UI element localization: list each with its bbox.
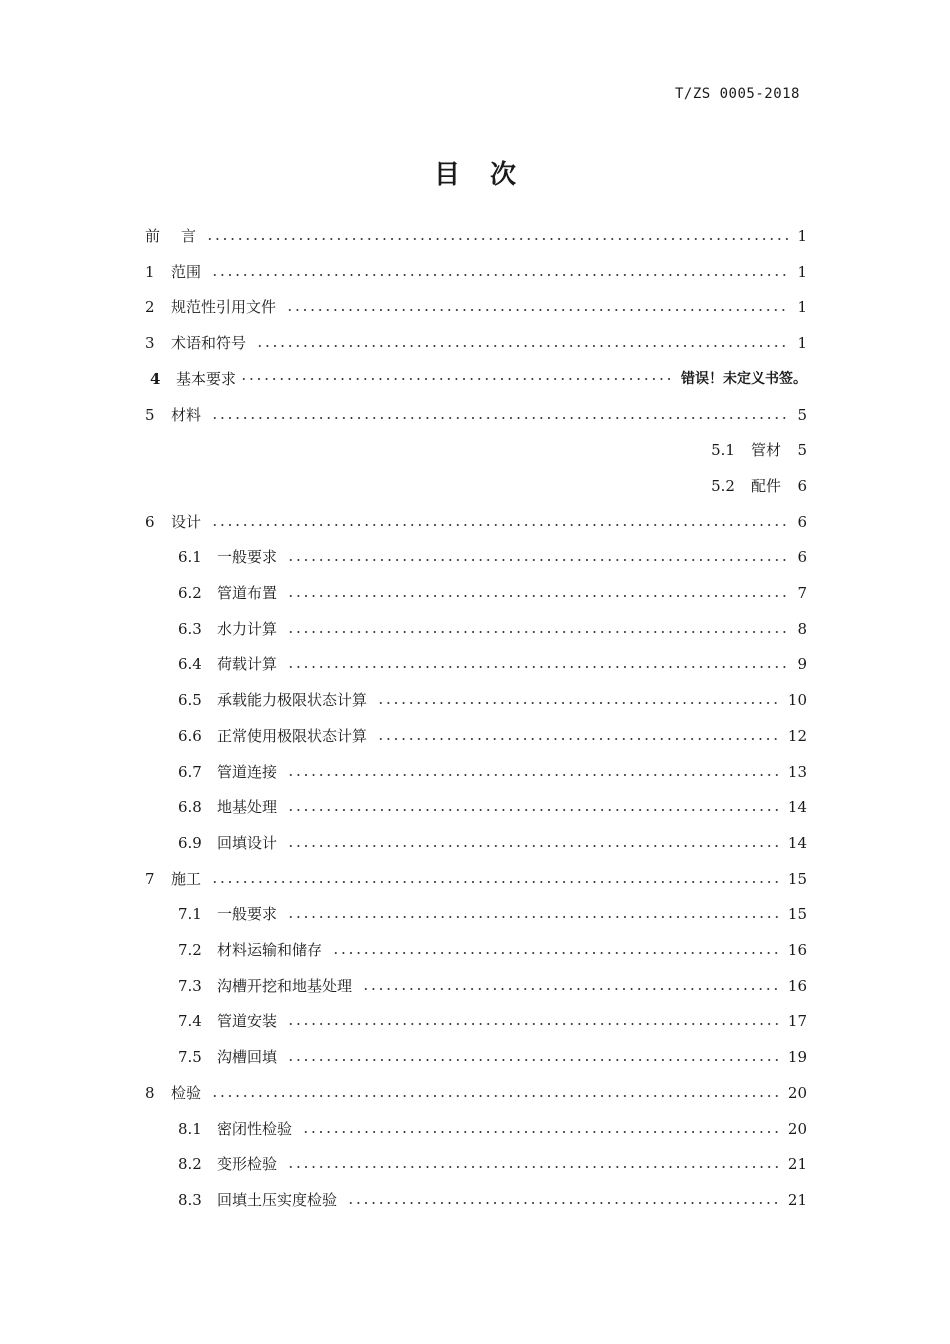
toc-leader <box>287 774 782 776</box>
toc-leader <box>347 1202 782 1204</box>
toc-entry-foreword[interactable] <box>145 218 807 254</box>
toc-entry-6-2[interactable] <box>178 575 807 611</box>
toc-page: 7 <box>797 584 807 602</box>
toc-page: 5 <box>797 405 807 424</box>
toc-entry-4[interactable] <box>150 361 807 397</box>
toc-label: 范围 <box>171 262 202 281</box>
toc-leader <box>287 559 789 561</box>
toc-leader <box>287 1059 782 1061</box>
toc-number: 8.1 <box>178 1119 202 1138</box>
title-char-1: 目 <box>433 160 460 190</box>
toc-page: 1 <box>797 227 807 245</box>
toc-number: 4 <box>150 369 161 388</box>
toc-label: 正常使用极限状态计算 <box>217 726 368 745</box>
toc-entry-7-2[interactable] <box>178 932 807 968</box>
toc-leader <box>211 1095 782 1097</box>
toc-number: 1 <box>145 262 155 281</box>
toc-entry-2[interactable] <box>145 289 807 325</box>
toc-page: 16 <box>787 941 807 959</box>
toc-page: 15 <box>787 869 807 888</box>
toc-number: 7.5 <box>178 1048 202 1067</box>
toc-label: 材料运输和储存 <box>217 941 323 959</box>
toc-page: 20 <box>787 1083 807 1102</box>
toc-page: 6 <box>797 512 807 531</box>
toc-page: 9 <box>797 655 807 674</box>
toc-label: 检验 <box>171 1083 202 1102</box>
toc-number: 6.2 <box>178 584 202 602</box>
toc-entry-7[interactable] <box>145 861 807 897</box>
toc-number: 5.2 <box>711 476 735 495</box>
toc-leader <box>240 378 673 380</box>
toc-entry-6-3[interactable] <box>178 611 807 647</box>
toc-label: 变形检验 <box>217 1155 278 1174</box>
toc-label: 回填设计 <box>217 833 278 852</box>
toc-entry-7-1[interactable] <box>178 896 807 932</box>
toc-entry-7-5[interactable] <box>178 1039 807 1075</box>
toc-label: 言 <box>181 227 197 245</box>
toc-leader <box>362 988 782 990</box>
toc-page: 14 <box>787 833 807 852</box>
toc-number: 2 <box>145 298 155 317</box>
toc-label: 基本要求 <box>176 369 237 388</box>
toc-number: 6.5 <box>178 691 202 710</box>
toc-leader <box>287 1023 782 1025</box>
toc-label: 一般要求 <box>217 905 278 924</box>
toc-label: 荷载计算 <box>217 655 278 674</box>
toc-leader <box>211 881 782 883</box>
toc-leader <box>206 238 789 240</box>
toc-leader <box>211 274 789 276</box>
toc-number: 6.3 <box>178 619 202 638</box>
toc-label: 管道安装 <box>217 1012 278 1031</box>
toc-entry-7-3[interactable] <box>178 968 807 1004</box>
toc-label: 设计 <box>171 512 202 531</box>
toc-leader <box>377 702 782 704</box>
toc-page: 13 <box>787 762 807 781</box>
toc-entry-5[interactable] <box>145 397 807 433</box>
toc-number: 7.1 <box>178 905 202 924</box>
toc-entry-5-1[interactable] <box>700 432 807 468</box>
toc-entry-6-5[interactable] <box>178 682 807 718</box>
toc-leader <box>377 738 782 740</box>
toc-page: 10 <box>787 691 807 710</box>
toc-number: 8.2 <box>178 1155 202 1174</box>
toc-leader <box>287 631 789 633</box>
toc-number: 前 <box>145 227 161 245</box>
toc-number: 5 <box>145 405 155 424</box>
toc-label: 沟槽开挖和地基处理 <box>217 976 353 995</box>
toc-leader <box>287 916 782 918</box>
toc-label: 一般要求 <box>217 548 278 567</box>
toc-page: 8 <box>797 619 807 638</box>
toc-label: 管材 <box>750 441 781 460</box>
toc-number: 8 <box>145 1083 155 1102</box>
toc-number: 7.3 <box>178 976 202 995</box>
toc-label: 沟槽回填 <box>217 1048 278 1067</box>
toc-leader <box>287 595 789 597</box>
toc-leader <box>287 845 782 847</box>
toc-number: 6 <box>145 512 155 531</box>
toc-number: 6.6 <box>178 726 202 745</box>
toc-label: 地基处理 <box>217 798 278 817</box>
toc-page: 21 <box>787 1190 807 1209</box>
toc-entry-8-1[interactable] <box>178 1111 807 1147</box>
toc-leader <box>286 309 789 311</box>
toc-entry-6-9[interactable] <box>178 825 807 861</box>
toc-label: 管道布置 <box>217 584 278 602</box>
title-char-2: 次 <box>490 160 517 190</box>
toc-entry-1[interactable] <box>145 254 807 290</box>
toc-entry-8[interactable] <box>145 1075 807 1111</box>
toc-leader <box>287 666 789 668</box>
toc-leader <box>211 417 789 419</box>
toc-page: 14 <box>787 798 807 817</box>
toc-page: 20 <box>787 1119 807 1138</box>
toc-entry-6-6[interactable] <box>178 718 807 754</box>
toc-page: 1 <box>797 334 807 353</box>
toc-number: 6.9 <box>178 833 202 852</box>
page-title <box>0 154 950 191</box>
toc-number: 6.4 <box>178 655 202 674</box>
toc-entry-6-8[interactable] <box>178 789 807 825</box>
toc-label: 回填土压实度检验 <box>217 1190 338 1209</box>
toc-number: 3 <box>145 334 155 353</box>
toc-number: 8.3 <box>178 1190 202 1209</box>
toc-entry-6-1[interactable] <box>178 539 807 575</box>
toc-leader <box>302 1131 782 1133</box>
toc-leader <box>287 1166 782 1168</box>
toc-label: 施工 <box>171 869 202 888</box>
toc-page: 17 <box>787 1012 807 1031</box>
toc-number: 6.8 <box>178 798 202 817</box>
toc-label: 承载能力极限状态计算 <box>217 691 368 710</box>
toc-page: 6 <box>797 476 807 495</box>
toc-entry-7-4[interactable] <box>178 1003 807 1039</box>
toc-label: 术语和符号 <box>171 334 247 353</box>
toc-number: 6.1 <box>178 548 202 567</box>
toc-entry-8-2[interactable] <box>178 1146 807 1182</box>
toc-page: 1 <box>797 298 807 317</box>
toc-leader <box>211 524 789 526</box>
toc-leader <box>332 952 782 954</box>
toc-label: 材料 <box>171 405 202 424</box>
toc-number: 6.7 <box>178 762 202 781</box>
toc-leader <box>256 345 789 347</box>
standard-number: T/ZS 0005-2018 <box>674 86 800 102</box>
toc-page: 21 <box>787 1155 807 1174</box>
toc-page: 15 <box>787 905 807 924</box>
toc-number: 7.4 <box>178 1012 202 1031</box>
toc-page: 5 <box>797 441 807 460</box>
toc-number: 7 <box>145 869 155 888</box>
toc-label: 配件 <box>750 476 781 495</box>
toc-page: 1 <box>797 262 807 281</box>
toc-entry-3[interactable] <box>145 325 807 361</box>
toc-label: 规范性引用文件 <box>171 298 277 317</box>
toc-page: 19 <box>787 1048 807 1067</box>
toc-leader <box>287 809 782 811</box>
toc-entry-8-3[interactable] <box>178 1182 807 1218</box>
toc-page: 12 <box>787 726 807 745</box>
toc-number: 7.2 <box>178 941 202 959</box>
toc-page: 6 <box>797 548 807 567</box>
toc-label: 密闭性检验 <box>217 1119 293 1138</box>
toc-number: 5.1 <box>711 441 735 460</box>
toc-label: 管道连接 <box>217 762 278 781</box>
toc-error-reference: 错误！未定义书签。 <box>681 370 807 387</box>
toc-page: 16 <box>787 976 807 995</box>
toc-entry-5-2[interactable] <box>700 468 807 504</box>
toc-label: 水力计算 <box>217 619 278 638</box>
toc-entry-6[interactable] <box>145 504 807 540</box>
toc-entry-6-7[interactable] <box>178 754 807 790</box>
toc-entry-6-4[interactable] <box>178 646 807 682</box>
